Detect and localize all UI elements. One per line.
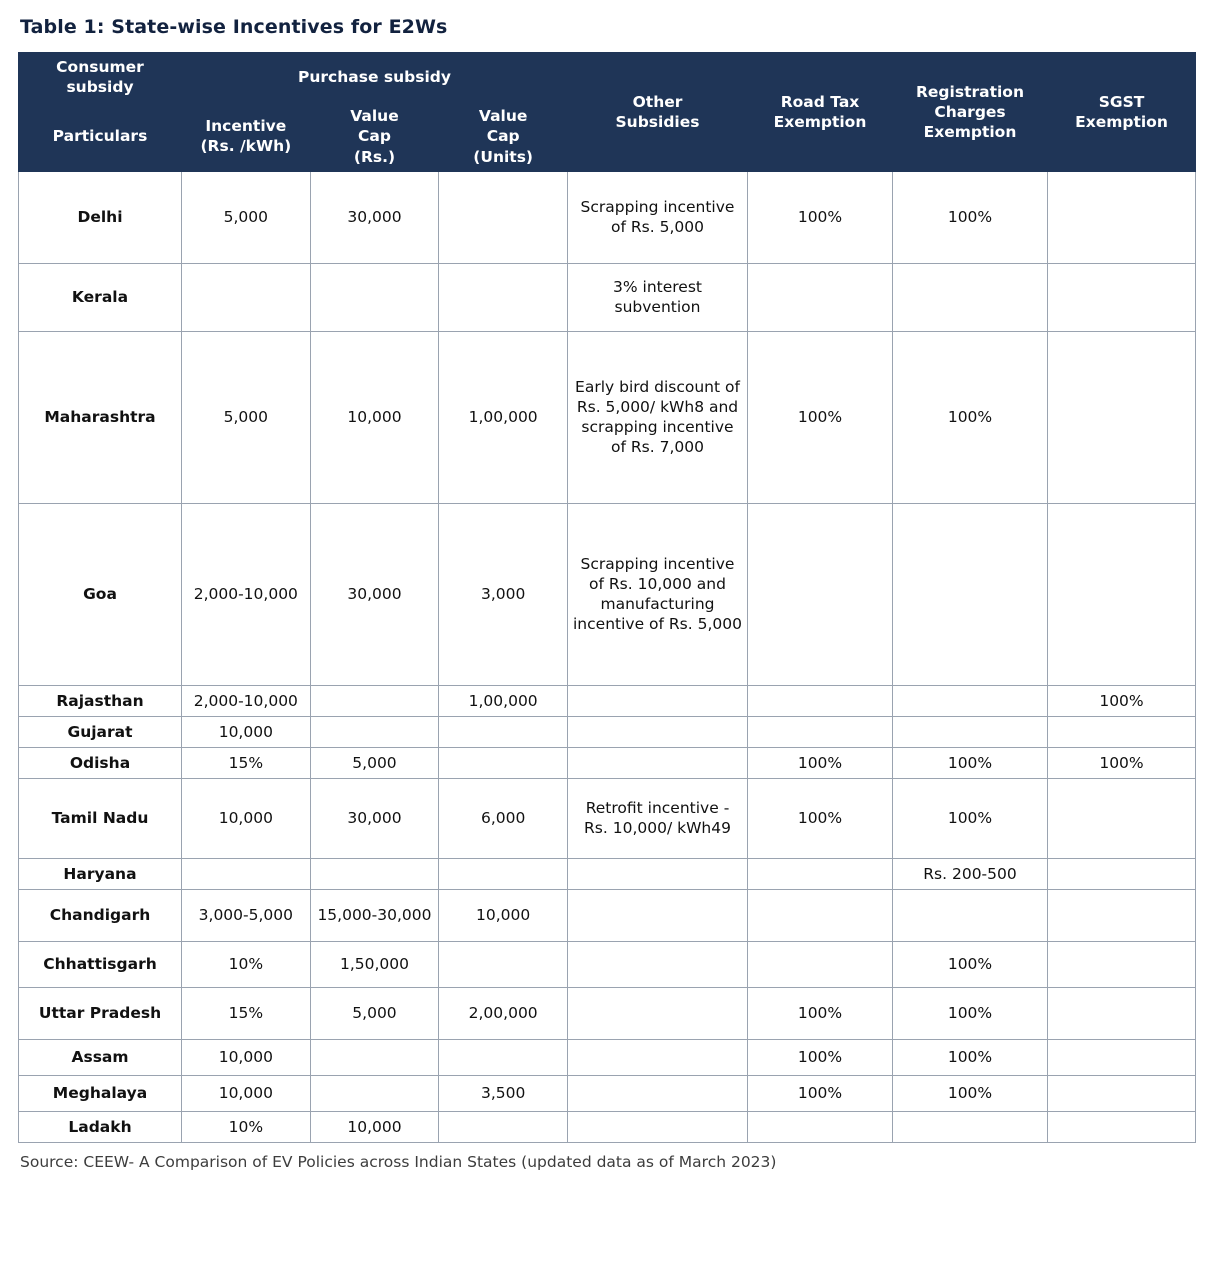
cell-road-tax <box>748 716 893 747</box>
cell-value-cap-units: 1,00,000 <box>439 331 568 503</box>
cell-registration-charges: 100% <box>893 1075 1048 1111</box>
cell-value-cap-rs: 30,000 <box>310 503 439 685</box>
cell-incentive: 2,000-10,000 <box>182 503 311 685</box>
cell-other-subsidies <box>568 685 748 716</box>
cell-registration-charges <box>893 685 1048 716</box>
cell-value-cap-rs: 15,000-30,000 <box>310 889 439 941</box>
header-value-cap-units-line1: Value <box>478 107 528 126</box>
cell-sgst <box>1048 716 1196 747</box>
cell-state-name: Assam <box>19 1039 182 1075</box>
cell-road-tax <box>748 263 893 331</box>
cell-road-tax: 100% <box>748 171 893 263</box>
cell-value-cap-units <box>439 941 568 987</box>
header-registration-charges-exemption <box>893 53 1048 172</box>
cell-road-tax: 100% <box>748 778 893 858</box>
header-reg-charges-line3: Exemption <box>923 122 1017 141</box>
cell-sgst <box>1048 331 1196 503</box>
header-other-subsidies-line1: Other <box>632 92 683 111</box>
cell-incentive: 10,000 <box>182 778 311 858</box>
cell-state-name: Maharashtra <box>19 331 182 503</box>
cell-registration-charges: Rs. 200-500 <box>893 858 1048 889</box>
cell-registration-charges: 100% <box>893 941 1048 987</box>
cell-sgst <box>1048 889 1196 941</box>
header-road-tax-line1: Road Tax <box>780 92 860 111</box>
table-row <box>19 503 1196 685</box>
cell-registration-charges <box>893 716 1048 747</box>
cell-road-tax <box>748 685 893 716</box>
cell-incentive: 3,000-5,000 <box>182 889 311 941</box>
cell-other-subsidies: 3% interest subvention <box>568 263 748 331</box>
cell-road-tax: 100% <box>748 747 893 778</box>
header-value-cap-rs-line2: Cap <box>358 127 391 146</box>
cell-value-cap-rs: 5,000 <box>310 747 439 778</box>
cell-other-subsidies <box>568 747 748 778</box>
cell-incentive: 10,000 <box>182 1075 311 1111</box>
cell-other-subsidies <box>568 987 748 1039</box>
cell-state-name: Meghalaya <box>19 1075 182 1111</box>
table-row <box>19 889 1196 941</box>
cell-sgst <box>1048 858 1196 889</box>
cell-other-subsidies <box>568 941 748 987</box>
cell-registration-charges <box>893 263 1048 331</box>
header-road-tax-exemption <box>748 53 893 172</box>
cell-sgst <box>1048 503 1196 685</box>
table-row <box>19 987 1196 1039</box>
cell-incentive <box>182 858 311 889</box>
cell-value-cap-units: 2,00,000 <box>439 987 568 1039</box>
header-value-cap-rs-line1: Value <box>350 107 399 126</box>
header-reg-charges-line1: Registration <box>915 82 1024 101</box>
cell-state-name: Chhattisgarh <box>19 941 182 987</box>
cell-value-cap-units <box>439 1111 568 1142</box>
cell-road-tax: 100% <box>748 987 893 1039</box>
cell-state-name: Kerala <box>19 263 182 331</box>
cell-sgst <box>1048 778 1196 858</box>
header-other-subsidies-line2: Subsidies <box>615 112 700 131</box>
cell-sgst <box>1048 987 1196 1039</box>
cell-state-name: Ladakh <box>19 1111 182 1142</box>
cell-value-cap-rs <box>310 858 439 889</box>
header-particulars: Particulars <box>19 102 182 171</box>
cell-registration-charges: 100% <box>893 747 1048 778</box>
cell-other-subsidies: Retrofit incentive - Rs. 10,000/ kWh49 <box>568 778 748 858</box>
cell-incentive: 2,000-10,000 <box>182 685 311 716</box>
header-road-tax-line2: Exemption <box>773 112 867 131</box>
header-consumer-subsidy: Consumer subsidy <box>19 53 182 102</box>
cell-state-name: Odisha <box>19 747 182 778</box>
table-row <box>19 1111 1196 1142</box>
table-row <box>19 171 1196 263</box>
cell-value-cap-units <box>439 716 568 747</box>
cell-value-cap-units <box>439 1039 568 1075</box>
cell-road-tax <box>748 503 893 685</box>
cell-sgst <box>1048 1039 1196 1075</box>
table-body <box>19 171 1196 1142</box>
cell-registration-charges: 100% <box>893 1039 1048 1075</box>
cell-value-cap-units: 10,000 <box>439 889 568 941</box>
cell-road-tax: 100% <box>748 1039 893 1075</box>
cell-value-cap-rs: 10,000 <box>310 1111 439 1142</box>
cell-state-name: Haryana <box>19 858 182 889</box>
header-incentive-line1: Incentive <box>205 117 287 136</box>
table-row <box>19 778 1196 858</box>
cell-registration-charges <box>893 503 1048 685</box>
cell-value-cap-rs <box>310 1039 439 1075</box>
cell-value-cap-rs: 30,000 <box>310 778 439 858</box>
cell-state-name: Uttar Pradesh <box>19 987 182 1039</box>
cell-other-subsidies <box>568 1039 748 1075</box>
header-other-subsidies <box>568 53 748 172</box>
header-incentive-rs-kwh <box>182 102 311 171</box>
table-row <box>19 747 1196 778</box>
header-incentive-line2: (Rs. /kWh) <box>200 137 292 156</box>
cell-road-tax <box>748 1111 893 1142</box>
cell-sgst <box>1048 941 1196 987</box>
cell-value-cap-rs: 10,000 <box>310 331 439 503</box>
cell-value-cap-rs <box>310 716 439 747</box>
cell-sgst <box>1048 1111 1196 1142</box>
cell-incentive: 5,000 <box>182 331 311 503</box>
table-header <box>19 53 1196 172</box>
cell-incentive: 10% <box>182 941 311 987</box>
cell-incentive: 15% <box>182 987 311 1039</box>
cell-registration-charges: 100% <box>893 331 1048 503</box>
cell-value-cap-units: 3,500 <box>439 1075 568 1111</box>
header-sgst-exemption <box>1048 53 1196 172</box>
cell-incentive: 10% <box>182 1111 311 1142</box>
cell-sgst <box>1048 1075 1196 1111</box>
cell-road-tax <box>748 889 893 941</box>
header-value-cap-units-line2: Cap <box>486 127 520 146</box>
cell-value-cap-rs <box>310 263 439 331</box>
cell-other-subsidies <box>568 858 748 889</box>
cell-state-name: Delhi <box>19 171 182 263</box>
header-sgst-line2: Exemption <box>1075 112 1168 131</box>
cell-road-tax: 100% <box>748 1075 893 1111</box>
cell-other-subsidies: Scrapping incentive of Rs. 5,000 <box>568 171 748 263</box>
cell-value-cap-rs: 1,50,000 <box>310 941 439 987</box>
cell-registration-charges: 100% <box>893 171 1048 263</box>
cell-registration-charges: 100% <box>893 987 1048 1039</box>
header-reg-charges-line2: Charges <box>934 102 1006 121</box>
table-row <box>19 1039 1196 1075</box>
cell-state-name: Gujarat <box>19 716 182 747</box>
cell-other-subsidies <box>568 1075 748 1111</box>
cell-incentive: 15% <box>182 747 311 778</box>
table-row <box>19 263 1196 331</box>
cell-road-tax: 100% <box>748 331 893 503</box>
table-row <box>19 858 1196 889</box>
header-value-cap-units-line3: (Units) <box>473 147 534 166</box>
header-value-cap-rs <box>310 102 439 171</box>
cell-state-name: Tamil Nadu <box>19 778 182 858</box>
cell-state-name: Goa <box>19 503 182 685</box>
cell-other-subsidies: Early bird discount of Rs. 5,000/ kWh8 and scrapping incentive of Rs. 7,000 <box>568 331 748 503</box>
cell-registration-charges <box>893 889 1048 941</box>
cell-value-cap-units <box>439 747 568 778</box>
table-row <box>19 1075 1196 1111</box>
cell-value-cap-units <box>439 858 568 889</box>
cell-other-subsidies <box>568 716 748 747</box>
header-purchase-subsidy: Purchase subsidy <box>182 53 568 102</box>
cell-value-cap-rs: 30,000 <box>310 171 439 263</box>
cell-incentive: 5,000 <box>182 171 311 263</box>
table-row <box>19 331 1196 503</box>
cell-registration-charges: 100% <box>893 778 1048 858</box>
cell-sgst <box>1048 263 1196 331</box>
cell-value-cap-units <box>439 263 568 331</box>
cell-sgst <box>1048 171 1196 263</box>
header-row-group <box>19 53 1196 102</box>
cell-state-name: Rajasthan <box>19 685 182 716</box>
state-incentives-table <box>18 52 1196 1143</box>
table-row <box>19 716 1196 747</box>
cell-sgst: 100% <box>1048 747 1196 778</box>
cell-value-cap-rs: 5,000 <box>310 987 439 1039</box>
header-sgst-line1: SGST <box>1098 92 1145 111</box>
cell-value-cap-units: 1,00,000 <box>439 685 568 716</box>
cell-incentive <box>182 263 311 331</box>
table-row <box>19 941 1196 987</box>
table-row <box>19 685 1196 716</box>
cell-value-cap-units: 6,000 <box>439 778 568 858</box>
cell-other-subsidies <box>568 1111 748 1142</box>
cell-other-subsidies: Scrapping incentive of Rs. 10,000 and manufacturing incentive of Rs. 5,000 <box>568 503 748 685</box>
source-note: Source: CEEW- A Comparison of EV Policies across Indian States (updated data as of March 2023) <box>20 1152 777 1171</box>
cell-registration-charges <box>893 1111 1048 1142</box>
cell-other-subsidies <box>568 889 748 941</box>
cell-incentive: 10,000 <box>182 1039 311 1075</box>
cell-value-cap-rs <box>310 1075 439 1111</box>
cell-value-cap-rs <box>310 685 439 716</box>
cell-value-cap-units: 3,000 <box>439 503 568 685</box>
cell-sgst: 100% <box>1048 685 1196 716</box>
page-title: Table 1: State-wise Incentives for E2Ws <box>20 16 448 38</box>
header-value-cap-units <box>439 102 568 171</box>
cell-road-tax <box>748 858 893 889</box>
cell-state-name: Chandigarh <box>19 889 182 941</box>
header-value-cap-rs-line3: (Rs.) <box>353 147 396 166</box>
cell-road-tax <box>748 941 893 987</box>
cell-incentive: 10,000 <box>182 716 311 747</box>
cell-value-cap-units <box>439 171 568 263</box>
